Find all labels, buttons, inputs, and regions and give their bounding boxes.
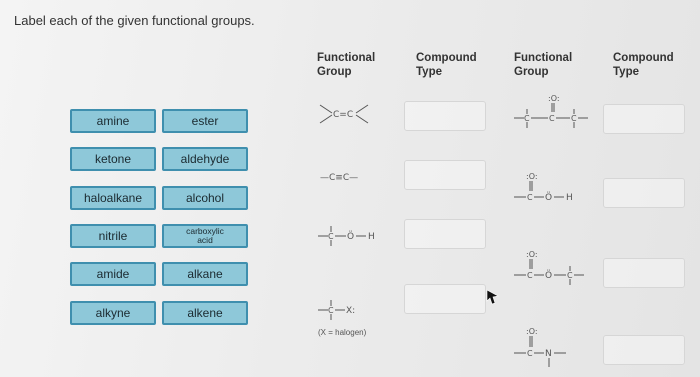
header-text: Compound — [613, 52, 674, 64]
svg-text:C: C — [571, 114, 577, 123]
structure-carboxylic-acid — [512, 170, 592, 210]
svg-text:C: C — [527, 349, 533, 358]
chip-nitrile[interactable]: nitrile — [70, 224, 156, 248]
header-right-compound-type — [613, 51, 674, 79]
chip-carboxylic-acid[interactable] — [162, 224, 248, 248]
svg-text:C: C — [328, 306, 334, 315]
header-text: Type — [613, 66, 639, 78]
chip-alcohol[interactable]: alcohol — [162, 186, 248, 210]
svg-text:C: C — [527, 271, 533, 280]
svg-text:C: C — [527, 193, 533, 202]
chip-alkene[interactable]: alkene — [162, 301, 248, 325]
ether-oxygen: Ö — [545, 271, 553, 281]
mouse-pointer-icon — [486, 289, 500, 305]
header-text: Functional — [514, 52, 573, 64]
structure-alkyne: —C≡C— — [320, 173, 359, 183]
ester-bonds — [512, 92, 592, 130]
chip-amide[interactable]: amide — [70, 262, 156, 286]
structure-ether — [512, 248, 592, 288]
halogen-note: (X = halogen) — [318, 328, 367, 337]
chip-carboxylic-label: carboxylic — [186, 226, 224, 236]
chip-acid-label: acid — [197, 235, 213, 245]
amide-bonds — [512, 325, 592, 369]
structure-alkene — [318, 102, 370, 126]
structure-haloalkane — [318, 296, 368, 324]
acid-oxygen: Ö — [545, 193, 553, 203]
alkene-formula: C=C — [333, 110, 354, 120]
drop-target-alcohol[interactable] — [404, 219, 486, 249]
svg-text:C: C — [524, 114, 530, 123]
chip-ketone[interactable]: ketone — [70, 147, 156, 171]
header-text: Type — [416, 66, 442, 78]
chip-haloalkane[interactable]: haloalkane — [70, 186, 156, 210]
ester-oxygen: :O: — [548, 94, 560, 103]
drop-target-alkyne[interactable] — [404, 160, 486, 190]
header-left-functional-group — [317, 51, 375, 79]
header-left-compound-type — [416, 51, 477, 79]
svg-text:C: C — [328, 232, 334, 241]
haloalkane-bonds — [318, 296, 368, 324]
ether-oxygen-top: :O: — [526, 250, 538, 259]
haloalkane-x: X: — [346, 306, 356, 316]
svg-text:C: C — [567, 271, 573, 280]
drop-target-ether[interactable] — [603, 258, 685, 288]
amide-nitrogen: N — [545, 349, 552, 359]
structure-alcohol — [318, 222, 388, 250]
structure-ester — [512, 92, 592, 130]
chip-alkane[interactable]: alkane — [162, 262, 248, 286]
header-right-functional-group — [514, 51, 572, 79]
drop-target-carboxylic-acid[interactable] — [603, 178, 685, 208]
acid-bonds — [512, 170, 592, 210]
structure-amide — [512, 325, 592, 369]
alkene-bonds — [318, 102, 370, 126]
instruction-text: Label each of the given functional groups. — [14, 13, 255, 28]
drop-target-alkene[interactable] — [404, 101, 486, 131]
alcohol-hydrogen: H — [368, 232, 375, 242]
chip-amine[interactable]: amine — [70, 109, 156, 133]
drop-target-haloalkane[interactable] — [404, 284, 486, 314]
drop-target-ester[interactable] — [603, 104, 685, 134]
chip-aldehyde[interactable]: aldehyde — [162, 147, 248, 171]
drop-target-amide[interactable] — [603, 335, 685, 365]
header-text: Compound — [416, 52, 477, 64]
header-text: Group — [317, 66, 352, 78]
chip-alkyne[interactable]: alkyne — [70, 301, 156, 325]
acid-hydrogen: H — [566, 193, 573, 203]
ether-bonds — [512, 248, 592, 288]
alcohol-bonds — [318, 222, 388, 250]
chip-ester[interactable]: ester — [162, 109, 248, 133]
amide-oxygen-top: :O: — [526, 327, 538, 336]
svg-text:C: C — [549, 114, 555, 123]
header-text: Group — [514, 66, 549, 78]
acid-oxygen-top: :O: — [526, 172, 538, 181]
header-text: Functional — [317, 52, 376, 64]
alcohol-oxygen: Ö — [347, 232, 355, 242]
